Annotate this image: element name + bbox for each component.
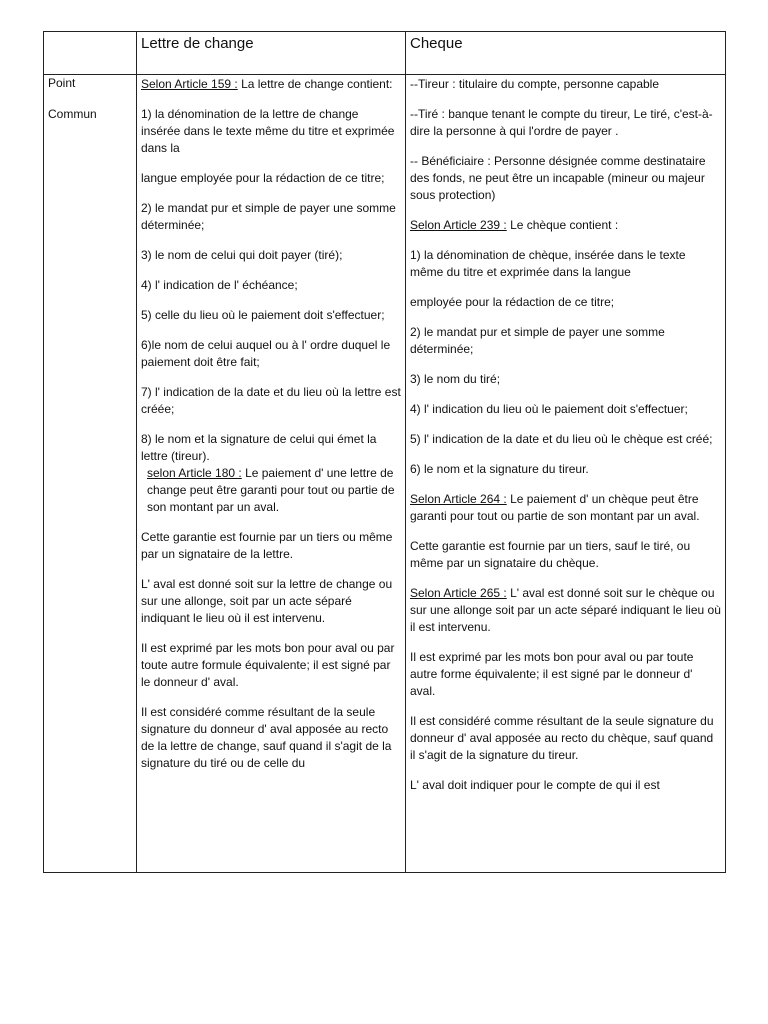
paragraph (410, 538, 721, 572)
paragraph (141, 106, 401, 157)
header-empty-label (44, 32, 136, 35)
row-label (44, 75, 136, 122)
paragraph-text: 6)le nom de celui auquel ou à l' ordre duquel le paiement doit être fait; (141, 338, 391, 369)
header-cell-lettre (137, 32, 406, 75)
article-reference: Selon Article 159 : (141, 77, 238, 91)
paragraph-text: Le chèque contient : (506, 218, 619, 232)
cheque-cell (406, 75, 726, 873)
point-commun-row (44, 75, 726, 873)
paragraph (141, 384, 401, 418)
paragraph (410, 649, 721, 700)
comparison-table (43, 31, 726, 873)
paragraph-text: 5) celle du lieu où le paiement doit s'effectuer; (141, 308, 385, 322)
paragraph-text: employée pour la rédaction de ce titre; (410, 295, 615, 309)
paragraph-text: Il est exprimé par les mots bon pour aval ou par toute autre forme équivalente; il est signé par le donneur d' aval. (410, 650, 694, 698)
cheque-text (406, 75, 725, 794)
paragraph (410, 585, 721, 636)
paragraph-text: 6) le nom et la signature du tireur. (410, 462, 589, 476)
paragraph (141, 576, 401, 627)
paragraph-text: Il est exprimé par les mots bon pour aval ou par toute autre formule équivalente; il est signé par le donneur d' aval. (141, 641, 395, 689)
paragraph-text: langue employée pour la rédaction de ce titre; (141, 171, 385, 185)
paragraph-text: La lettre de change contient: (237, 77, 393, 91)
paragraph-text: 2) le mandat pur et simple de payer une somme déterminée; (141, 201, 396, 232)
paragraph (410, 76, 721, 93)
lettre-de-change-text (137, 75, 405, 772)
header-row (44, 32, 726, 75)
paragraph (141, 307, 401, 324)
paragraph (141, 76, 401, 93)
paragraph (410, 324, 721, 358)
header-lettre-de-change: Lettre de change (141, 35, 254, 52)
paragraph (141, 431, 401, 465)
paragraph-text: 5) l' indication de la date et du lieu où le chèque est créé; (410, 432, 713, 446)
paragraph (141, 277, 401, 294)
paragraph-text: 3) le nom de celui qui doit payer (tiré); (141, 248, 343, 262)
paragraph-text: 4) l' indication du lieu où le paiement doit s'effectuer; (410, 402, 688, 416)
header-cell-cheque (406, 32, 726, 75)
paragraph (141, 200, 401, 234)
paragraph (141, 704, 401, 772)
paragraph-text: L' aval est donné soit sur le chèque ou sur une allonge soit par un acte séparé indiquant le lieu où il est intervenu. (410, 586, 721, 634)
paragraph (141, 529, 401, 563)
paragraph-text: L' aval doit indiquer pour le compte de qui il est (410, 778, 660, 792)
paragraph-text: L' aval est donné soit sur la lettre de change ou sur une allonge, soit par un acte séparé indiquant le lieu où il est intervenu. (141, 577, 393, 625)
paragraph (141, 247, 401, 264)
paragraph-text: Le paiement d' un chèque peut être garanti pour tout ou partie de son montant par un aval. (410, 492, 700, 523)
paragraph-text: 7) l' indication de la date et du lieu où la lettre est créée; (141, 385, 401, 416)
paragraph (141, 170, 401, 187)
paragraph-text: Cette garantie est fournie par un tiers, sauf le tiré, ou même par un signataire du chèque. (410, 539, 691, 570)
paragraph (410, 401, 721, 418)
article-reference: Selon Article 239 : (410, 218, 507, 232)
paragraph-text: --Tireur : titulaire du compte, personne capable (410, 77, 660, 91)
paragraph (410, 294, 721, 311)
paragraph-text: 2) le mandat pur et simple de payer une somme déterminée; (410, 325, 665, 356)
paragraph (141, 640, 401, 691)
header-cheque: Cheque (410, 35, 463, 52)
article-reference: Selon Article 265 : (410, 586, 507, 600)
paragraph-text: --Tiré : banque tenant le compte du tireur, Le tiré, c'est-à-dire la personne à qui l'ordre de payer . (410, 107, 713, 138)
paragraph (410, 247, 721, 281)
paragraph (410, 491, 721, 525)
lettre-cell (137, 75, 406, 873)
paragraph (141, 337, 401, 371)
paragraph-text: 3) le nom du tiré; (410, 372, 501, 386)
paragraph-text: 8) le nom et la signature de celui qui émet la lettre (tireur). (141, 432, 377, 463)
article-reference: selon Article 180 : (147, 466, 242, 480)
paragraph-text: 1) la dénomination de la lettre de change insérée dans le texte même du titre et exprimée dans la (141, 107, 395, 155)
paragraph (410, 777, 721, 794)
paragraph (410, 461, 721, 478)
paragraph (410, 371, 721, 388)
paragraph (410, 431, 721, 448)
paragraph-text: -- Bénéficiaire : Personne désignée comme destinataire des fonds, ne peut être un incapable (mineur ou majeur sous protection) (410, 154, 706, 202)
paragraph-text: Cette garantie est fournie par un tiers ou même par un signataire de la lettre. (141, 530, 393, 561)
paragraph (410, 713, 721, 764)
paragraph-text: Le paiement d' une lettre de change peut être garanti pour tout ou partie de son montant par un aval. (147, 466, 395, 514)
paragraph-text: Il est considéré comme résultant de la seule signature du donneur d' aval apposée au recto de la lettre de change, sauf quand il s'agit de la signature du tiré ou de celle du (141, 705, 392, 770)
row-label-cell (44, 75, 137, 873)
paragraph (410, 106, 721, 140)
paragraph-text: 4) l' indication de l' échéance; (141, 278, 298, 292)
paragraph (410, 217, 721, 234)
paragraph-text: Il est considéré comme résultant de la seule signature du donneur d' aval apposée au recto du chèque, sauf quand il s'agit de la signature du tireur. (410, 714, 714, 762)
header-cell-empty (44, 32, 137, 75)
paragraph (141, 465, 401, 516)
paragraph-text: 1) la dénomination de chèque, insérée dans le texte même du titre et exprimée dans la langue (410, 248, 686, 279)
article-reference: Selon Article 264 : (410, 492, 507, 506)
row-label-line: Point (48, 76, 76, 90)
paragraph (410, 153, 721, 204)
row-label-line: Commun (48, 107, 97, 121)
